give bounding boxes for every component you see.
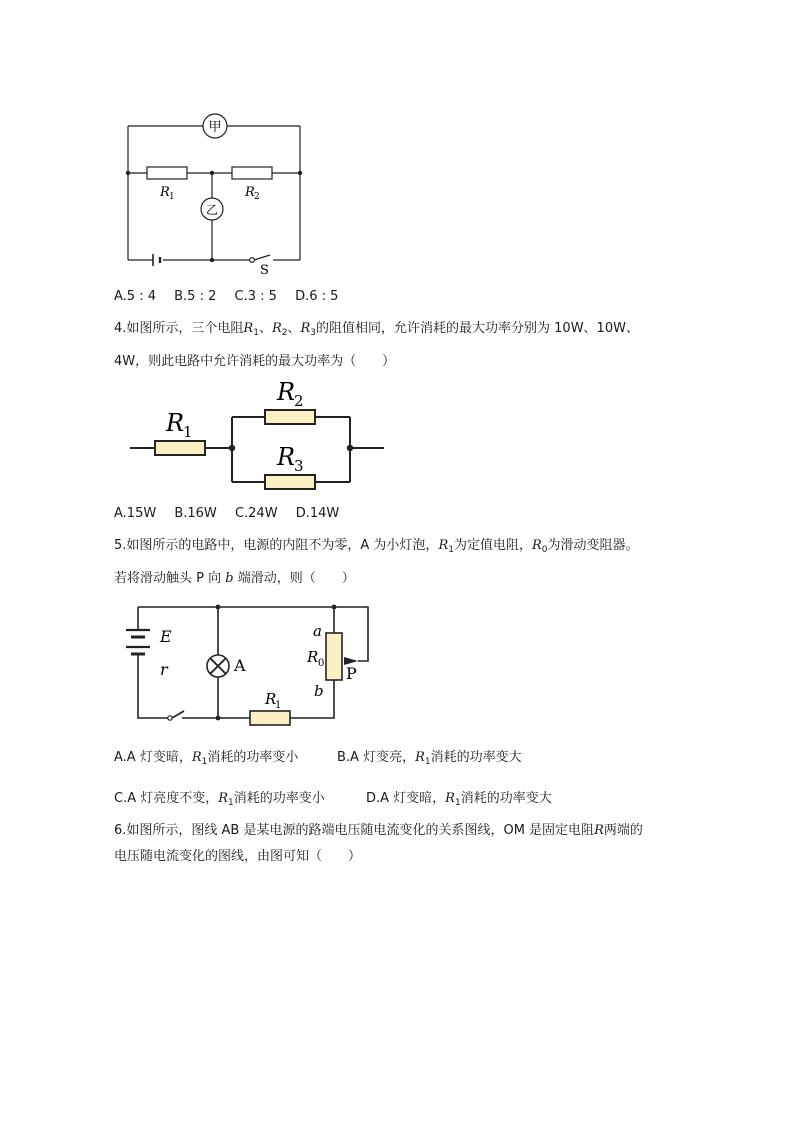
- q6-r: R: [594, 823, 604, 838]
- q4-option-d[interactable]: D.14W: [295, 506, 340, 521]
- q5-r0-sub: 0: [541, 545, 548, 555]
- q5-text-a: 5.如图所示的电路中，电源的内阻不为零，A 为小灯泡，: [114, 538, 439, 553]
- q5-opt-d-sub: 1: [454, 798, 461, 808]
- r1-sub: 1: [275, 700, 282, 711]
- q5-opt-d-text1: D.A 灯变暗，: [366, 791, 446, 806]
- r2-sub: 2: [254, 192, 260, 202]
- q6-stem-line2: 电压随电流变化的图线，由图可知（ ）: [114, 849, 362, 864]
- q5-opt-c-r: R: [218, 791, 229, 806]
- q6-text-a: 6.如图所示，图线 AB 是某电源的路端电压随电流变化的关系图线，OM 是固定电阻: [114, 823, 595, 838]
- q4-stem-line1: [114, 320, 639, 342]
- q5-opt-d-r: R: [445, 791, 455, 806]
- q4-r3-sub: 3: [310, 328, 317, 338]
- q4-sep2: 、: [287, 321, 301, 336]
- q4-stem-line2: 4W，则此电路中允许消耗的最大功率为（ ）: [114, 354, 396, 369]
- resistor-r3: [265, 475, 315, 489]
- r3-sub: 3: [294, 457, 304, 475]
- internal-r-label: r: [160, 660, 168, 679]
- q6-stem-line1: [114, 822, 643, 840]
- q5-r1-sub: 1: [448, 545, 454, 555]
- q5-option-c[interactable]: [114, 790, 325, 812]
- q4-text-a: 4.如图所示，三个电阻: [114, 321, 244, 336]
- q4-r2-sub: 2: [281, 328, 288, 338]
- q3-option-a[interactable]: A.5 : 4: [114, 289, 156, 304]
- q3-option-d[interactable]: D.6 : 5: [295, 289, 339, 304]
- q5-opt-d-text2: 消耗的功率变大: [460, 791, 552, 806]
- q5-text-b: 为定值电阻，: [453, 538, 532, 553]
- q4-option-a[interactable]: A.15W: [114, 506, 157, 521]
- slider-p-label: P: [346, 664, 357, 683]
- r2-label: R: [277, 378, 296, 406]
- q5-opt-b-sub: 1: [424, 757, 431, 767]
- resistor-r1: [155, 441, 205, 455]
- r1-sub: 1: [169, 192, 175, 202]
- q5-option-a[interactable]: [114, 749, 298, 771]
- q3-option-c[interactable]: C.3 : 5: [234, 289, 277, 304]
- q5-opt-b-text2: 消耗的功率变大: [430, 750, 522, 765]
- end-b-label: b: [314, 682, 324, 700]
- q5-opt-b-r: R: [415, 750, 425, 765]
- resistor-r2: [232, 167, 272, 179]
- q5-opt-b-text1: B.A 灯变亮，: [337, 750, 416, 765]
- r2-sub: 2: [294, 392, 304, 410]
- r0-sub: 0: [318, 658, 325, 669]
- q4-r1-sub: 1: [253, 328, 259, 338]
- q5-opt-c-text2: 消耗的功率变小: [233, 791, 325, 806]
- switch-label: S: [260, 263, 269, 278]
- rheostat-r0: [326, 633, 342, 680]
- q5-opt-a-r: R: [191, 750, 202, 765]
- circuit-figure-q3: [110, 108, 320, 280]
- circuit-figure-q4: [126, 375, 388, 495]
- q5-opt-a-text1: A.A 灯变暗，: [114, 750, 192, 765]
- q4-option-c[interactable]: C.24W: [234, 506, 278, 521]
- meter-jia-label: 甲: [208, 120, 222, 135]
- q4-options: [114, 505, 353, 523]
- q4-r1: R: [243, 321, 254, 336]
- q5-opt-c-sub: 1: [228, 798, 234, 808]
- q5-text-c: 为滑动变阻器。: [547, 538, 639, 553]
- r0-label: R: [307, 648, 319, 666]
- q4-sep1: 、: [258, 321, 272, 336]
- q5-stem-line2: [114, 570, 355, 588]
- q5-r1: R: [438, 538, 449, 553]
- r1-sub: 1: [183, 423, 193, 441]
- q3-option-b[interactable]: B.5 : 2: [174, 289, 217, 304]
- end-a-label: a: [313, 622, 322, 640]
- q3-options: [114, 288, 352, 306]
- q5-text-e: 端滑动，则（ ）: [233, 571, 355, 586]
- emf-label: E: [160, 627, 172, 646]
- q5-option-d[interactable]: [366, 790, 552, 812]
- r3-label: R: [277, 443, 296, 471]
- resistor-r1: [147, 167, 187, 179]
- meter-yi-label: 乙: [205, 203, 219, 217]
- resistor-r2: [265, 410, 315, 424]
- r1-label: R: [265, 690, 277, 708]
- q5-r0: R: [531, 538, 542, 553]
- q6-text-b: 两端的: [603, 823, 643, 838]
- r1-label: R: [160, 185, 170, 200]
- q4-r2: R: [271, 321, 282, 336]
- q4-option-b[interactable]: B.16W: [174, 506, 217, 521]
- switch-contact: [250, 258, 255, 263]
- circuit-figure-q5: [120, 597, 380, 727]
- q5-opt-a-text2: 消耗的功率变小: [207, 750, 299, 765]
- r1-label: R: [166, 409, 185, 437]
- q5-text-d: 若将滑动触头 P 向: [114, 571, 226, 586]
- q5-stem-line1: [114, 537, 639, 559]
- q4-text-b: 的阻值相同，允许消耗的最大功率分别为 10W、10W、: [316, 321, 639, 336]
- lamp-label: A: [234, 656, 246, 675]
- q4-r3: R: [300, 321, 311, 336]
- r2-label: R: [245, 185, 255, 200]
- resistor-r1: [250, 711, 290, 725]
- q5-opt-a-sub: 1: [201, 757, 208, 767]
- q5-opt-c-text1: C.A 灯亮度不变，: [114, 791, 219, 806]
- q5-b: b: [225, 571, 234, 586]
- q5-option-b[interactable]: [337, 749, 522, 771]
